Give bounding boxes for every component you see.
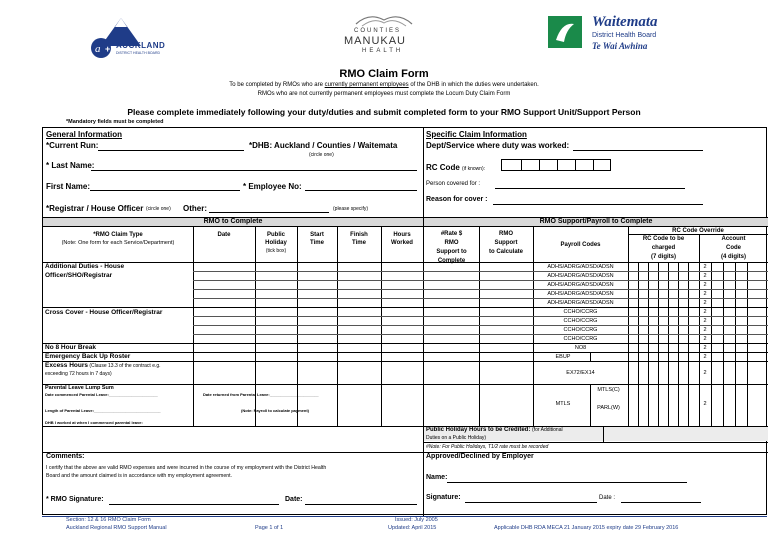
waitemata-sub: District Health Board [592, 32, 657, 39]
acct-prefix-9: 2 [703, 336, 707, 342]
row-excess: Excess Hours (Clause 13.3 of the contract e.g. [45, 362, 161, 369]
auckland-sub: DISTRICT HEALTH BOARD [116, 51, 161, 55]
person-covered-input[interactable] [495, 188, 685, 189]
row-parental-length[interactable]: Length of Parental Leave:______________________________ [45, 408, 161, 413]
dhb-label[interactable]: *DHB: Auckland / Counties / Waitemata [249, 141, 398, 150]
holiday-heading-note2: Duties on a Public Holiday) [426, 435, 487, 441]
waitemata-emblem-icon [548, 16, 582, 48]
certify-line-1: I certify that the above are valid RMO expenses and were incurred in the course of my employment with the District Health [46, 465, 327, 471]
footer-applicable: Applicable DHB RDA MECA 21 January 2015 expiry date 29 February 2016 [494, 525, 679, 531]
row-parental-title: Parental Leave Lump Sum [45, 385, 114, 391]
row-excess-note2: exceeding 72 hours in 7 days) [45, 371, 112, 377]
col-worked: Worked [391, 240, 413, 246]
note1-post: of the DHB in which the duties were undertaken. [408, 82, 539, 88]
col-claim-type: *RMO Claim Type [93, 232, 143, 238]
approval-date-input[interactable] [621, 502, 701, 503]
counties-line1: COUNTIES [354, 28, 402, 34]
waitemata-logo [548, 14, 718, 54]
row-parental-dhb[interactable]: DHB I worked at when I commenced parental leave: [45, 420, 143, 425]
last-name-label: * Last Name: [46, 161, 95, 170]
claim-form [42, 127, 767, 515]
approval-date-label: Date : [599, 495, 616, 501]
footer-page: Page 1 of 1 [255, 525, 284, 531]
code-mtls: MTLS [555, 401, 571, 407]
col-rmo-2: Support [494, 240, 518, 246]
col-acct-3: (4 digits) [721, 254, 746, 260]
footer-updated: Updated: April 2015 [388, 525, 437, 531]
acct-prefix-8: 2 [703, 327, 707, 333]
holiday-note: #Note: For Public Holidays, T1/2 rate must be recorded [426, 444, 549, 450]
acct-prefix-2: 2 [703, 273, 707, 279]
auckland-logo [87, 14, 207, 62]
registrar-circle-note: (circle one) [146, 206, 171, 212]
comments-heading: Comments: [46, 453, 85, 460]
reason-label: Reason for cover : [426, 196, 488, 203]
col-hours: Hours [393, 232, 411, 238]
current-run-input[interactable] [98, 150, 244, 151]
code-ccho-2: CCHO/CCRG [563, 318, 598, 324]
header-note-1 [0, 82, 768, 88]
col-rc-charged-1: RC Code to be [642, 236, 685, 242]
col-rate-2: RMO [444, 240, 459, 246]
dept-input[interactable] [573, 150, 703, 151]
note1-pre: To be completed by RMOs who are [229, 82, 325, 88]
code-adhs-5: ADHS/ADRG/ADSD/ADSN [547, 300, 614, 306]
approval-signature-label: Signature: [426, 494, 461, 501]
footer-issued: Issued: July 2005 [395, 517, 438, 523]
counties-line3: HEALTH [362, 48, 404, 54]
acct-prefix-3: 2 [703, 282, 707, 288]
rmo-signature-label: * RMO Signature: [46, 496, 104, 503]
code-parl: PARL(W) [597, 405, 620, 411]
registrar-label[interactable]: *Registrar / House Officer [46, 204, 144, 213]
svg-text:+: + [105, 44, 111, 54]
footer-section: Section: 12 & 16 RMO Claim Form [66, 517, 151, 523]
acct-prefix-5: 2 [703, 300, 707, 306]
acct-prefix-7: 2 [703, 318, 707, 324]
code-adhs-1: ADHS/ADRG/ADSD/ADSN [547, 264, 614, 270]
reason-input[interactable] [493, 204, 703, 205]
col-rmo-3: to Calculate [488, 249, 523, 255]
rmo-date-label: Date: [285, 496, 303, 503]
col-claim-type-note: (Note: One form for each Service/Department) [61, 240, 175, 246]
acct-prefix-10: 2 [703, 345, 707, 351]
support-band: RMO Support/Payroll to Complete [539, 218, 653, 225]
col-holiday: Holiday [265, 240, 287, 246]
col-payroll-codes: Payroll Codes [560, 242, 601, 248]
code-ccho-3: CCHO/CCRG [563, 327, 598, 333]
note1-underlined: currently permanent employees [324, 82, 409, 88]
counties-line2: MANUKAU [344, 35, 407, 47]
page-title: RMO Claim Form [339, 68, 429, 80]
specific-heading: Specific Claim Information [426, 130, 527, 139]
employee-no-label: * Employee No: [243, 182, 302, 191]
code-adhs-3: ADHS/ADRG/ADSD/ADSN [547, 282, 614, 288]
svg-text:a: a [95, 43, 101, 55]
approval-signature-input[interactable] [465, 502, 597, 503]
other-label: Other: [183, 204, 207, 213]
counties-logo [340, 10, 430, 58]
col-rmo-1: RMO [499, 231, 513, 237]
acct-prefix-12: 2 [703, 370, 707, 376]
col-public: Public [266, 232, 285, 238]
dept-label: Dept/Service where duty was worked: [426, 141, 570, 150]
code-ccho-1: CCHO/CCRG [563, 309, 598, 315]
rc-code-boxes[interactable] [501, 159, 611, 171]
code-mtls-c: MTLS(C) [597, 387, 620, 393]
col-rate-4: Complete [437, 258, 466, 264]
last-name-input[interactable] [91, 170, 417, 171]
row-additional-2: Officer/SHO/Registrar [45, 272, 113, 279]
code-adhs-4: ADHS/ADRG/ADSD/ADSN [547, 291, 614, 297]
counties-emblem-icon [354, 10, 414, 28]
instruction: Please complete immediately following your duty/duties and submit completed form to your RMO Support Unit/Support Person [127, 107, 641, 117]
row-additional: Additional Duties - House [45, 263, 125, 270]
col-acct-2: Code [726, 245, 741, 251]
please-specify-note: (please specify) [333, 206, 369, 212]
current-run-label: *Current Run: [46, 141, 99, 150]
waitemata-motto: Te Wai Awhina [592, 41, 648, 51]
col-start-time: Time [310, 240, 324, 246]
row-cross-cover: Cross Cover - House Officer/Registrar [45, 309, 163, 316]
code-no8: NO8 [574, 345, 587, 351]
person-covered-label: Person covered for : [426, 181, 481, 187]
acct-prefix-13: 2 [703, 401, 707, 407]
col-rc-charged-3: (7 digits) [651, 254, 676, 260]
col-start: Start [310, 232, 324, 238]
approval-heading: Approved/Declined by Employer [426, 453, 534, 460]
code-ex72: EX72/EX14 [566, 370, 595, 376]
row-no8: No 8 Hour Break [45, 344, 96, 351]
mandatory-note: *Mandatory fields must be completed [66, 119, 164, 125]
rmo-complete-band: RMO to Complete [203, 218, 263, 225]
col-finish: Finish [350, 232, 368, 238]
col-rate-1: #Rate $ [440, 231, 463, 237]
dhb-circle-note: (circle one) [309, 152, 334, 158]
employee-no-input[interactable] [305, 190, 417, 191]
other-input[interactable] [209, 212, 329, 213]
col-finish-time: Time [352, 240, 366, 246]
general-heading: General Information [46, 130, 123, 139]
header-note-2: RMOs who are not currently permanent employees must complete the Locum Duty Claim Form [257, 91, 511, 97]
col-rc-charged-2: charged [651, 245, 676, 251]
rc-code-label: RC Code (if known): [426, 163, 486, 172]
col-rc-override: RC Code Override [672, 228, 724, 234]
row-emergency: Emergency Back Up Roster [45, 353, 131, 360]
row-parental-returned[interactable]: Date returned from Parental Leave:______________________ [203, 392, 319, 397]
waitemata-name: Waitemata [592, 14, 658, 30]
row-parental-commenced[interactable]: Date commenced Parental Leave:______________________ [45, 392, 158, 397]
code-adhs-2: ADHS/ADRG/ADSD/ADSN [547, 273, 614, 279]
col-date: Date [217, 232, 231, 238]
acct-prefix-11: 2 [703, 354, 707, 360]
acct-prefix-1: 2 [703, 264, 707, 270]
code-ccho-4: CCHO/CCRG [563, 336, 598, 342]
holiday-heading: Public Holiday Hours to be Credited: (for Additional [426, 427, 563, 433]
acct-prefix-6: 2 [703, 309, 707, 315]
certify-line-2: Board and the amount claimed is in accordance with my employment agreement. [46, 473, 232, 479]
col-rate-3: Support to [436, 249, 467, 255]
rmo-signature-input[interactable] [109, 504, 279, 505]
first-name-input[interactable] [90, 190, 240, 191]
first-name-label: First Name: [46, 182, 91, 191]
approval-name-input[interactable] [447, 482, 687, 483]
auckland-name: AUCKLAND [116, 41, 166, 50]
approval-name-label: Name: [426, 474, 448, 481]
code-ebup: EBUP [555, 354, 571, 360]
row-parental-payroll: (Note: Payroll to calculate payment) [241, 408, 310, 413]
col-acct-1: Account [721, 236, 746, 242]
col-tick: (tick box) [265, 248, 287, 254]
rmo-date-input[interactable] [305, 504, 417, 505]
footer-manual: Auckland Regional RMO Support Manual [66, 525, 167, 531]
acct-prefix-4: 2 [703, 291, 707, 297]
